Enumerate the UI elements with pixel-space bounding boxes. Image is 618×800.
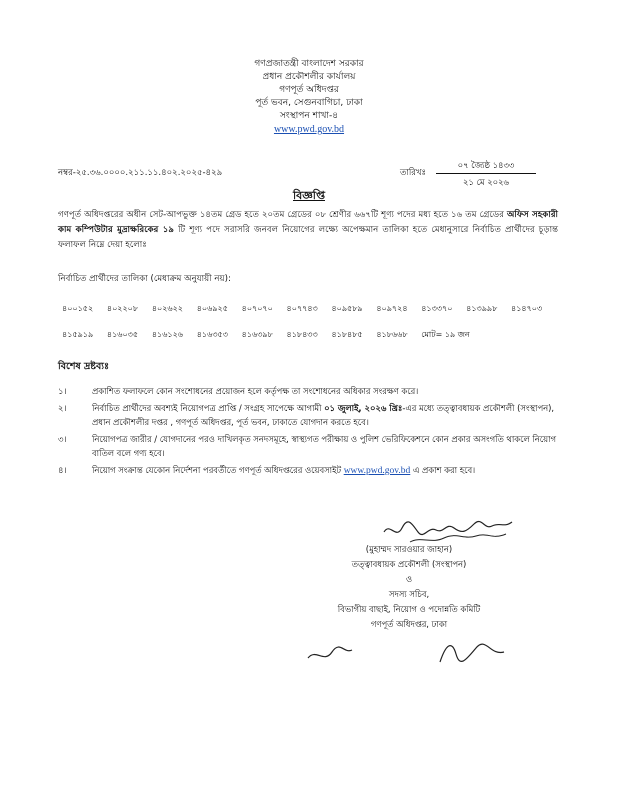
body-text-1: গণপূর্ত অধিদপ্তরের অধীন সেট-আপভুক্ত ১৪তম গ্রেড হতে ২০তম গ্রেডের ০৮ শ্রেণীর ৬৬৭টি শূণ্য পদের মধ্য হতে ১৬ তম গ্রেডের xyxy=(58,210,507,220)
header-line-address: পূর্ত ভবন, সেগুনবাগিচা, ঢাকা xyxy=(255,98,363,108)
notice-body xyxy=(58,208,558,253)
header-line-department: গণপূর্ত অধিদপ্তর xyxy=(279,85,339,95)
note-text xyxy=(92,401,564,432)
header-line-office: প্রধান প্রকৌশলীর কার্যালয় xyxy=(262,72,356,82)
note-text-part: -এর মধ্যে তত্ত্বাবধায়ক প্রকৌশলী (সংস্থাপন), প্রধান প্রকৌশলীর দপ্তর , গণপূর্ত অধিদপ্তর, পূর্ত ভবন, ঢাকাতে যোগদান করতে হবে। xyxy=(92,403,555,427)
note-item xyxy=(58,401,564,432)
roll-number: ৪১৬৩৫৩ xyxy=(196,329,228,339)
note-item xyxy=(58,384,564,401)
signatory-name: (মুহাম্মদ সারওয়ার জাহান) xyxy=(365,544,453,554)
roll-number: ৪০২৬২২ xyxy=(151,303,184,313)
website-link[interactable]: www.pwd.gov.bd xyxy=(343,466,411,476)
notice-title: বিজ্ঞপ্তি xyxy=(293,189,325,202)
roll-number: ৪০০১৫২ xyxy=(62,303,94,313)
date-label: তারিখঃ xyxy=(400,168,427,178)
signatory-title: তত্ত্বাবধায়ক প্রকৌশলী (সংস্থাপন) xyxy=(351,559,467,569)
note-number: ৩। xyxy=(58,434,67,444)
note-number: ৪। xyxy=(58,465,67,475)
body-text-2: টি শূণ্য পদে সরাসরি জনবল নিয়োগের লক্ষ্যে অপেক্ষমান তালিকা হতে মেধানুসারে নির্বাচিত প্রার্থীদের চূড়ান্ত ফলাফল নিম্নে দেয়া হলোঃ xyxy=(58,225,558,250)
roll-number: ৪১৬০৩৫ xyxy=(106,329,139,339)
roll-number: ৪০৯৭২৪ xyxy=(376,303,408,313)
memo-number: নম্বর-২৫.৩৬.০০০০.২১১.১১.৪০২.২০২৫-৪২৯ xyxy=(58,168,223,178)
notes-heading: বিশেষ দ্রষ্টব্যঃ xyxy=(58,361,110,372)
header-line-section: সংস্থাপন শাখা-৪ xyxy=(279,111,339,121)
roll-number: ৪১৬৩৯৮ xyxy=(241,329,273,339)
roll-number: ৪০৯৫৮৯ xyxy=(331,303,363,313)
roll-row-1 xyxy=(62,296,556,322)
signatory-and: ও xyxy=(405,574,413,584)
note-text xyxy=(92,463,564,481)
note-text-part: এ প্রকাশ করা হবে। xyxy=(410,465,476,475)
roll-number: ৪০৭০৭০ xyxy=(241,303,273,313)
roll-number: ৪০২২০৮ xyxy=(106,303,139,313)
roll-number: ৪১৫৯১৯ xyxy=(62,329,94,339)
note-number: ২। xyxy=(58,403,67,413)
signatory-role: সদস্য সচিব, xyxy=(388,589,430,599)
header-website-link[interactable]: www.pwd.gov.bd xyxy=(273,124,345,135)
roll-number: ৪০৬৯২৫ xyxy=(196,303,228,313)
note-text: নিয়োগপত্র জারীর / যোগদানের পরও দাখিলকৃত সনদসমূহে, স্বাস্থ্যগত পরীক্ষায় ও পুলিশ ভেরিফিকেশনে কোন প্রকার অসংগতি থাকলে নিয়োগ বাতিল বলে গণ্য হবে। xyxy=(92,434,557,458)
list-heading: নির্বাচিত প্রার্থীদের তালিকা (মেধাক্রম অনুযায়ী নয়): xyxy=(58,274,231,284)
office-header xyxy=(0,58,618,137)
roll-number: ৪১৬১২৬ xyxy=(151,329,183,339)
signature-block xyxy=(0,542,618,632)
date-english: ২১ মে ২০২৬ xyxy=(462,177,510,187)
notes-list xyxy=(58,384,564,481)
roll-number: ৪১৩৩৭০ xyxy=(421,303,453,313)
note-text-part: নিয়োগ সংক্রান্ত যেকোন নির্দেশনা পরবর্তীতে গণপূর্ত অধিদপ্তরের ওয়েবসাইট xyxy=(92,465,344,475)
roll-number: ৪১৮৬৬৮ xyxy=(376,329,408,339)
signatory-office: গণপূর্ত অধিদপ্তর, ঢাকা xyxy=(370,619,448,629)
roll-number: ৪১৮৪৮৫ xyxy=(331,329,363,339)
roll-number-table xyxy=(62,296,556,348)
date-bangla: ০৭ জ্যৈষ্ঠ ১৪৩৩ xyxy=(436,157,536,174)
note-item xyxy=(58,463,564,481)
notice-title-wrap xyxy=(0,184,618,206)
joining-deadline: ০১ জুলাই, ২০২৬ খ্রিঃ xyxy=(324,403,403,413)
note-text: প্রকাশিত ফলাফলে কোন সংশোধনের প্রয়োজন হলে কর্তৃপক্ষ তা সংশোধনের অধিকার সংরক্ষণ করে। xyxy=(92,386,419,396)
note-number: ১। xyxy=(58,386,67,396)
roll-number: ৪১৪৭০৩ xyxy=(511,303,543,313)
total-count: মোট= ১৯ জন xyxy=(421,329,470,339)
note-item xyxy=(58,432,564,463)
header-line-government: গণপ্রজাতন্ত্রী বাংলাদেশ সরকার xyxy=(254,59,364,69)
signatory-committee: বিভাগীয় বাছাই, নিয়োগ ও পদোন্নতি কমিটি xyxy=(337,604,481,614)
initials-marks xyxy=(300,634,520,670)
roll-number: ৪১৩৯৯৮ xyxy=(466,303,498,313)
note-text-part: নির্বাচিত প্রার্থীদের অবশ্যই নিয়োগপত্র প্রাপ্তি / সংগ্রহ সাপেক্ষে আগামী xyxy=(92,403,325,413)
roll-number: ৪১৮৪৩৩ xyxy=(286,329,318,339)
roll-number: ৪০৭৭৪৩ xyxy=(286,303,318,313)
roll-row-2 xyxy=(62,322,556,348)
body-bold-post: অফিস সহকারী কাম কম্পিউটার মুদ্রাক্ষরিকের ১৯ xyxy=(58,210,559,235)
